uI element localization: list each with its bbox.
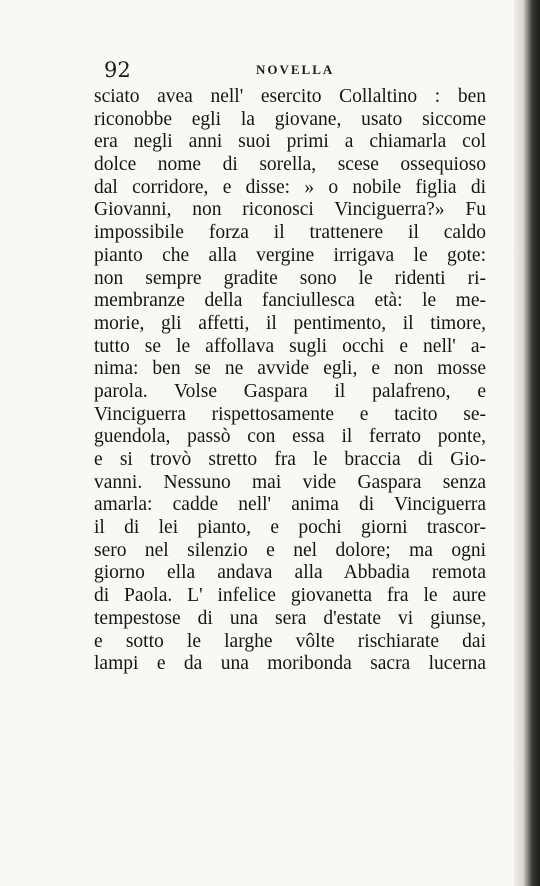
text-line: tutto se le affollava sugli occhi e nell' a-: [94, 335, 486, 357]
text-line: pianto che alla vergine irrigava le gote:: [94, 244, 486, 266]
text-line: sero nel silenzio e nel dolore; ma ogni: [94, 539, 486, 561]
text-line: morie, gli affetti, il pentimento, il timore,: [94, 312, 486, 334]
text-line: vanni. Nessuno mai vide Gaspara senza: [94, 471, 486, 493]
text-line: non sempre gradite sono le ridenti ri-: [94, 267, 486, 289]
text-line: era negli anni suoi primi a chiamarla col: [94, 131, 486, 153]
text-line: membranze della fanciullesca età: le me-: [94, 290, 486, 312]
text-line: il di lei pianto, e pochi giorni trascor-: [94, 517, 486, 539]
text-line: Vinciguerra rispettosamente e tacito se-: [94, 403, 486, 425]
text-line: dal corridore, e disse: » o nobile figlia di: [94, 176, 486, 198]
text-line: Giovanni, non riconosci Vinciguerra?» Fu: [94, 199, 486, 221]
text-line: dolce nome di sorella, scese ossequioso: [94, 154, 486, 176]
text-line: tempestose di una sera d'estate vi giunse,: [94, 607, 486, 629]
page-header: [104, 58, 488, 84]
text-line: lampi e da una moribonda sacra lucerna: [94, 653, 486, 675]
text-line: giorno ella andava alla Abbadia remota: [94, 562, 486, 584]
text-line: impossibile forza il trattenere il caldo: [94, 222, 486, 244]
text-line: e si trovò stretto fra le braccia di Gio-: [94, 449, 486, 470]
text-line: amarla: cadde nell' anima di Vinciguerra: [94, 494, 486, 516]
text-line: sciato avea nell' esercito Collaltino : ben: [94, 86, 486, 107]
text-line: nima: ben se ne avvide egli, e non mosse: [94, 358, 486, 380]
body-text: [94, 86, 486, 676]
text-line: guendola, passò con essa il ferrato ponte,: [94, 426, 486, 448]
text-line: parola. Volse Gaspara il palafreno, e: [94, 380, 486, 402]
text-line: e sotto le larghe vôlte rischiarate dai: [94, 630, 486, 652]
binding-shadow: [514, 0, 540, 886]
running-head: NOVELLA: [256, 62, 335, 77]
text-line: di Paola. L' infelice giovanetta fra le aure: [94, 585, 486, 607]
text-line: riconobbe egli la giovane, usato siccome: [94, 108, 486, 130]
page-number: 92: [104, 58, 131, 82]
